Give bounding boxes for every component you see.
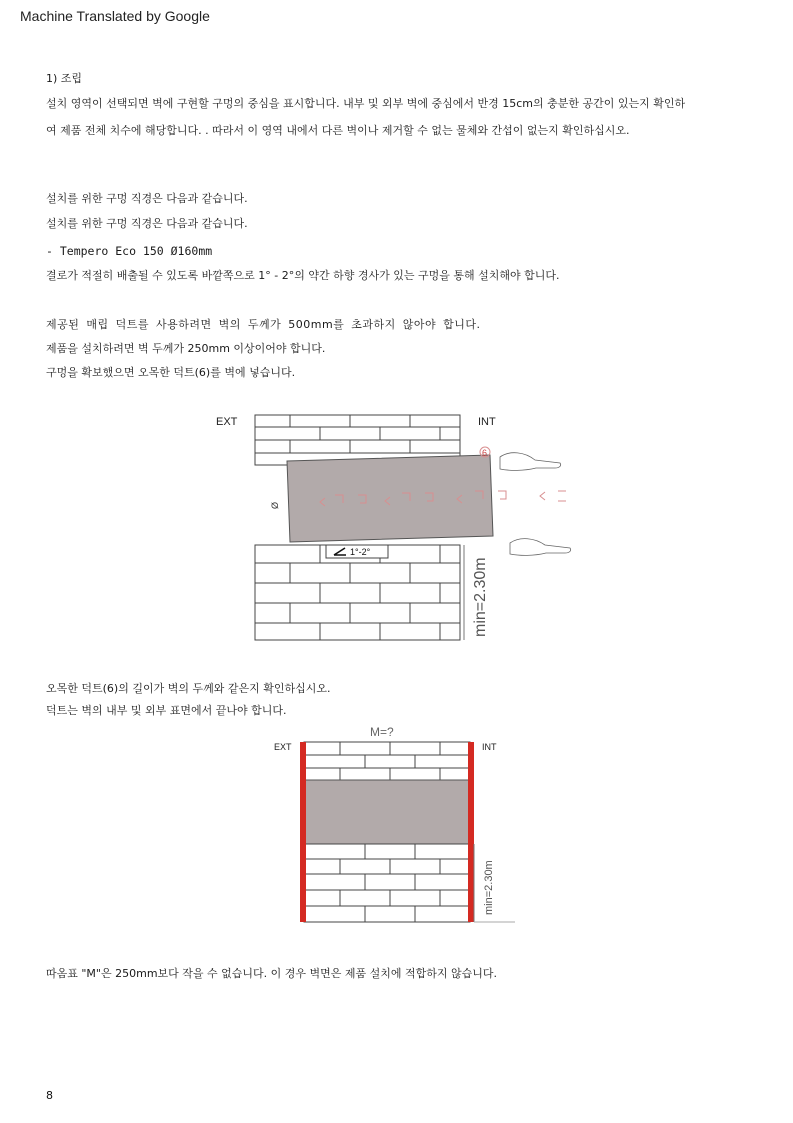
hole-diameter-text-1: 설치를 위한 구멍 직경은 다음과 같습니다. bbox=[46, 192, 248, 205]
ext-label-2: EXT bbox=[274, 742, 292, 752]
m-label: M=? bbox=[370, 725, 394, 739]
slope-label: 1°-2° bbox=[350, 547, 371, 557]
slope-note: 결로가 적절히 배출될 수 있도록 바깥쪽으로 1° - 2°의 약간 하향 경사가 있는 구멍을 통해 설치해야 합니다. bbox=[46, 269, 560, 282]
paragraph-line-2: 여 제품 전체 치수에 해당합니다. . 따라서 이 영역 내에서 다른 벽이나 제거할 수 없는 물체와 간섭이 없는지 확인하십시오. bbox=[46, 124, 630, 137]
diameter-label: Ø bbox=[270, 501, 280, 509]
hands-illustration bbox=[500, 453, 571, 556]
ext-label: EXT bbox=[216, 416, 238, 428]
conclusion-text: 따옴표 "M"은 250mm보다 작을 수 없습니다. 이 경우 벽면은 제품 설치에 적합하지 않습니다. bbox=[46, 967, 498, 980]
page-number: 8 bbox=[46, 1089, 53, 1102]
paragraph-line-1: 설치 영역이 선택되면 벽에 구현할 구멍의 중심을 표시합니다. 내부 및 외부 벽에 중심에서 반경 15cm의 충분한 공간이 있는지 확인하 bbox=[46, 97, 686, 110]
sloped-duct bbox=[287, 455, 493, 542]
duct-body bbox=[304, 780, 470, 844]
wall-slope-diagram bbox=[210, 405, 590, 650]
wall-min-text: 제품을 설치하려면 벽 두께가 250mm 이상이어야 합니다. bbox=[46, 342, 326, 355]
lower-brick-wall bbox=[255, 545, 460, 640]
machine-translation-banner: Machine Translated by Google bbox=[20, 8, 210, 24]
lower-brick-wall-2 bbox=[304, 844, 470, 922]
ext-wall-surface-bar bbox=[300, 742, 306, 922]
part-number-6: 6 bbox=[482, 448, 488, 458]
slope-indicator bbox=[326, 545, 388, 558]
product-spec: - Tempero Eco 150 Ø160mm bbox=[46, 244, 213, 258]
section-title: 1) 조립 bbox=[46, 72, 83, 85]
wall-thickness-diagram bbox=[270, 722, 525, 927]
upper-brick-wall-2 bbox=[304, 742, 470, 780]
insert-duct-text: 구멍을 확보했으면 오목한 덕트(6)를 벽에 넣습니다. bbox=[46, 366, 296, 379]
duct-flush-text: 덕트는 벽의 내부 및 외부 표면에서 끝나야 합니다. bbox=[46, 704, 287, 717]
int-label: INT bbox=[478, 416, 496, 428]
int-wall-surface-bar bbox=[468, 742, 474, 922]
min-height-label: min=2.30m bbox=[472, 557, 489, 637]
int-label-2: INT bbox=[482, 742, 497, 752]
duct-wall-max-text: 제공된 매립 덕트를 사용하려면 벽의 두께가 500mm를 초과하지 않아야 합니다. bbox=[46, 318, 481, 331]
min-height-label-2: min=2.30m bbox=[483, 860, 495, 915]
check-length-text: 오목한 덕트(6)의 길이가 벽의 두께와 같은지 확인하십시오. bbox=[46, 682, 331, 695]
hole-diameter-text-2: 설치를 위한 구멍 직경은 다음과 같습니다. bbox=[46, 217, 248, 230]
